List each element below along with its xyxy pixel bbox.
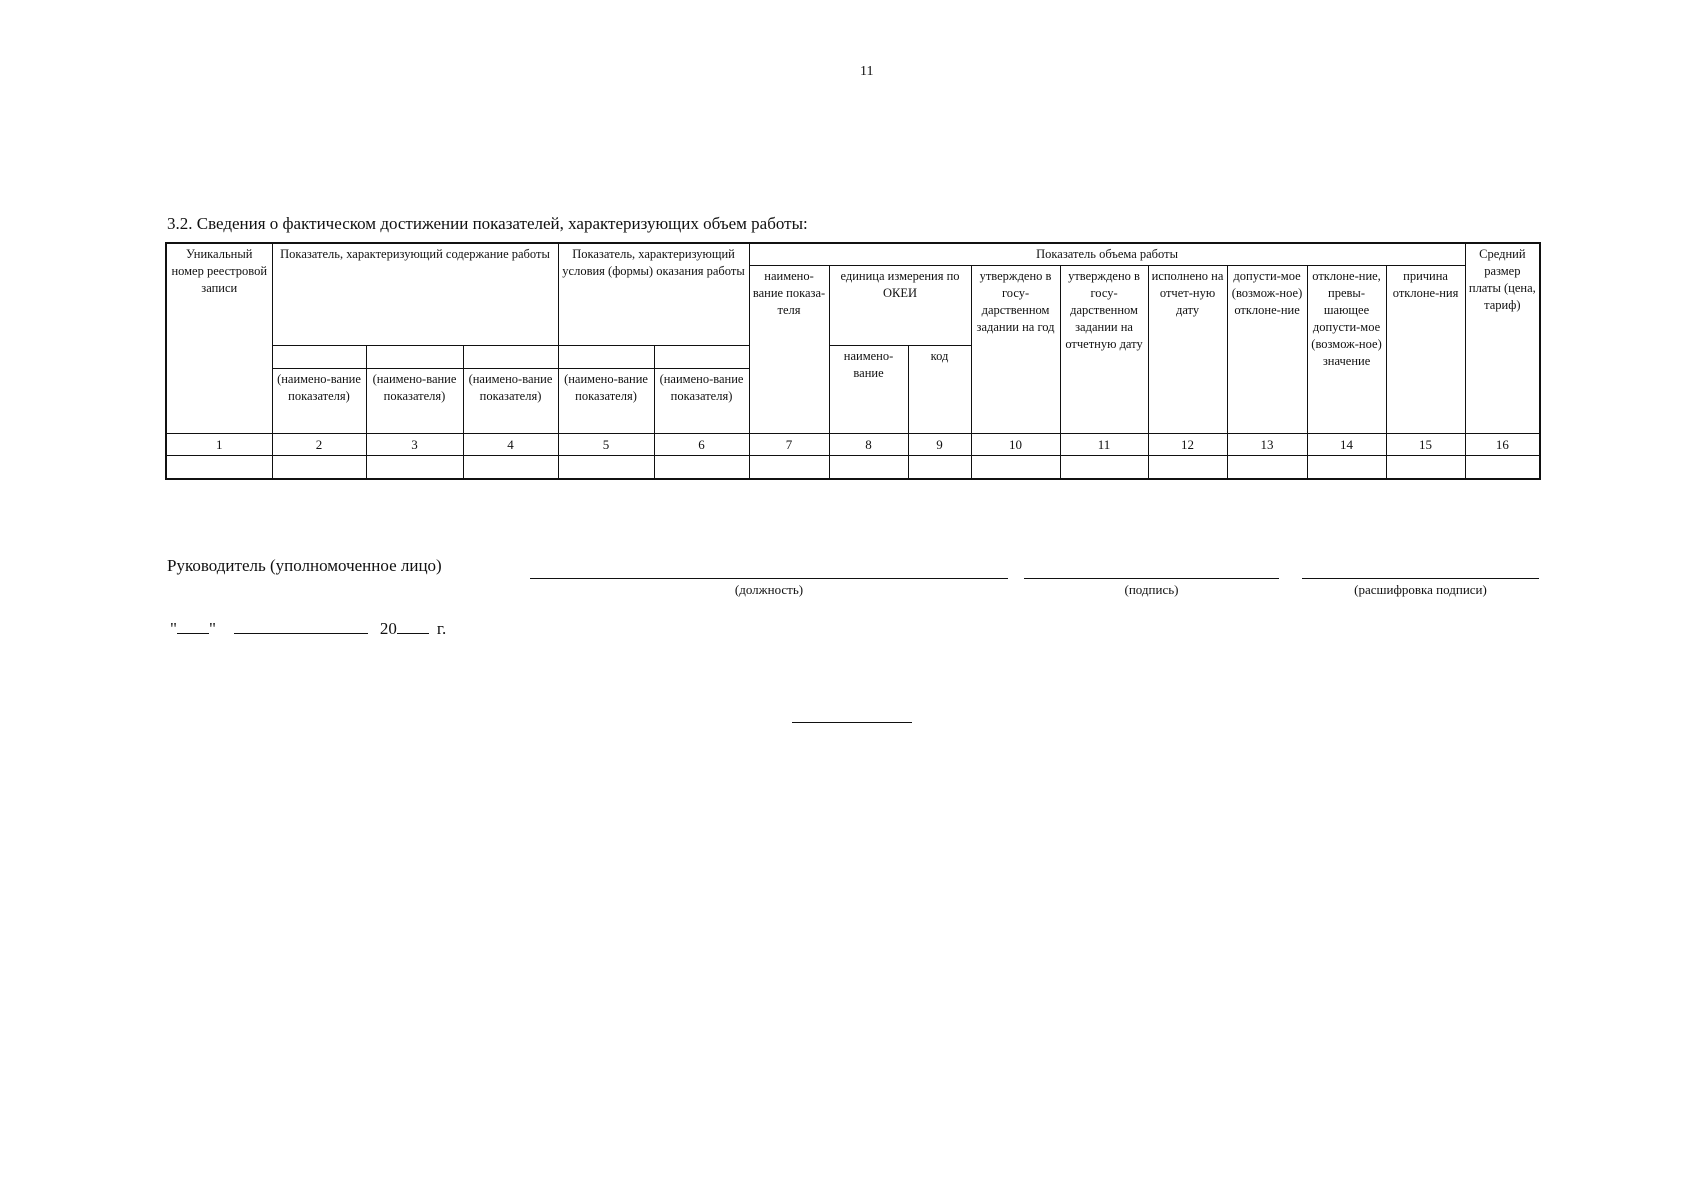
data-cell <box>1148 456 1227 480</box>
data-cell <box>1227 456 1307 480</box>
blank-cell <box>366 346 463 369</box>
column-number: 5 <box>558 434 654 456</box>
column-number: 1 <box>166 434 272 456</box>
column-number: 10 <box>971 434 1060 456</box>
volume-indicators-table <box>165 242 1541 480</box>
manager-label: Руководитель (уполномоченное лицо) <box>167 556 442 575</box>
conditions-indicator-name-1: (наимено-вание показателя) <box>558 369 654 434</box>
date-quote-open: " <box>170 619 177 638</box>
okei-unit-header: единица измерения по ОКЕИ <box>829 266 971 346</box>
column-number: 6 <box>654 434 749 456</box>
column-number: 3 <box>366 434 463 456</box>
signature-line <box>1024 578 1279 579</box>
data-cell <box>1307 456 1386 480</box>
column-number: 7 <box>749 434 829 456</box>
conditions-indicator-header: Показатель, характеризующий условия (формы) оказания работы <box>558 243 749 346</box>
okei-name-header: наимено-вание <box>829 346 908 434</box>
content-indicator-name-3: (наимено-вание показателя) <box>463 369 558 434</box>
data-cell <box>654 456 749 480</box>
position-line <box>530 578 1008 579</box>
content-indicator-header: Показатель, характеризующий содержание работы <box>272 243 558 346</box>
year-blank <box>397 619 429 634</box>
allowed-deviation-header: допусти-мое (возмож-ное) отклоне-ние <box>1227 266 1307 434</box>
data-cell <box>908 456 971 480</box>
section-title: 3.2. Сведения о фактическом достижении показателей, характеризующих объем работы: <box>167 214 808 233</box>
position-caption: (должность) <box>734 582 804 597</box>
column-number: 11 <box>1060 434 1148 456</box>
decode-line <box>1302 578 1539 579</box>
column-number: 4 <box>463 434 558 456</box>
column-number: 12 <box>1148 434 1227 456</box>
conditions-indicator-name-2: (наимено-вание показателя) <box>654 369 749 434</box>
content-indicator-name-2: (наимено-вание показателя) <box>366 369 463 434</box>
content-indicator-name-1: (наимено-вание показателя) <box>272 369 366 434</box>
deviation-reason-header: причина отклоне-ния <box>1386 266 1465 434</box>
year-prefix: 20 <box>379 619 397 638</box>
page-number: 11 <box>860 64 874 79</box>
date-quote-close: " <box>208 619 216 638</box>
end-line <box>792 722 912 723</box>
data-cell <box>166 456 272 480</box>
year-suffix: г. <box>436 619 447 638</box>
data-cell <box>1386 456 1465 480</box>
data-cell <box>366 456 463 480</box>
data-cell <box>558 456 654 480</box>
blank-cell <box>463 346 558 369</box>
column-number-row <box>166 434 1540 456</box>
column-number: 15 <box>1386 434 1465 456</box>
volume-indicator-header: Показатель объема работы <box>749 243 1465 266</box>
data-cell <box>272 456 366 480</box>
column-number: 2 <box>272 434 366 456</box>
unique-number-header: Уникальный номер реестровой записи <box>166 243 272 434</box>
table-row <box>166 456 1540 480</box>
decode-caption: (расшифровка подписи) <box>1354 582 1487 597</box>
blank-cell <box>558 346 654 369</box>
data-cell <box>749 456 829 480</box>
data-cell <box>829 456 908 480</box>
data-cell <box>1465 456 1540 480</box>
column-number: 16 <box>1465 434 1540 456</box>
blank-cell <box>272 346 366 369</box>
data-cell <box>463 456 558 480</box>
approved-date-header: утверждено в госу-дарственном задании на отчетную дату <box>1060 266 1148 434</box>
column-number: 9 <box>908 434 971 456</box>
data-cell <box>971 456 1060 480</box>
executed-date-header: исполнено на отчет-ную дату <box>1148 266 1227 434</box>
data-cell <box>1060 456 1148 480</box>
day-blank <box>177 619 209 634</box>
column-number: 14 <box>1307 434 1386 456</box>
column-number: 8 <box>829 434 908 456</box>
date-row <box>170 619 446 639</box>
average-fee-header: Средний размер платы (цена, тариф) <box>1465 243 1540 434</box>
blank-cell <box>654 346 749 369</box>
signature-caption: (подпись) <box>1124 582 1179 597</box>
okei-code-header: код <box>908 346 971 434</box>
month-blank <box>234 619 368 634</box>
approved-year-header: утверждено в госу-дарственном задании на год <box>971 266 1060 434</box>
excess-deviation-header: отклоне-ние, превы-шающее допусти-мое (возмож-ное) значение <box>1307 266 1386 434</box>
indicator-name-header: наимено-вание показа-теля <box>749 266 829 434</box>
column-number: 13 <box>1227 434 1307 456</box>
